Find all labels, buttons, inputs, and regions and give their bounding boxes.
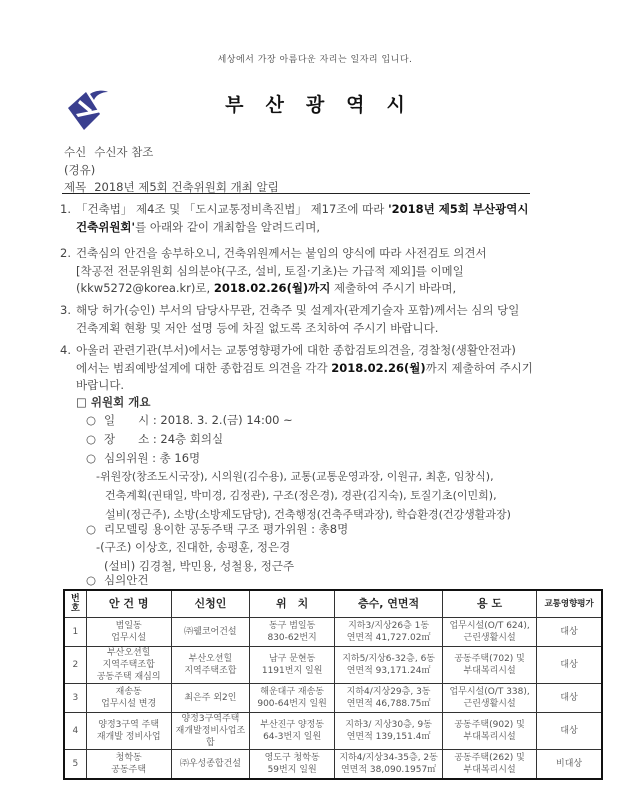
overview-date [86, 411, 293, 429]
cell-line: 양정3구역주택 [181, 714, 240, 724]
cell-line: 지하3/ 지상30층, 9동 [345, 720, 432, 730]
cell-line: 지역주택조합 [102, 660, 155, 670]
checkbox-square-icon: □ [76, 395, 87, 409]
cell-applicant [171, 713, 249, 750]
p1-text-2: 를 아래와 같이 개최함을 알려드리며, [135, 219, 320, 234]
cell-line: ㈜웰코어건설 [184, 627, 237, 637]
overview-members [86, 449, 200, 467]
subject-value: 2018년 제5회 건축위원회 개최 알림 [94, 180, 279, 194]
p1-bold: '2018년 제5회 부산광역시 [388, 202, 529, 216]
table-header-row [64, 590, 602, 618]
cell-line: 공동주택 재심의 [96, 672, 161, 682]
table-row [64, 618, 602, 647]
p3-line-2: 건축계획 현황 및 저안 설명 등에 차질 없도록 조치하여 주시기 바랍니다. [76, 320, 439, 335]
subject-divider [62, 193, 530, 194]
paragraph-number: 1. [60, 202, 71, 216]
cell-line: 지하4/지상34-35층, 2동 [339, 753, 438, 763]
cell-line: 공동주택 [111, 765, 147, 775]
cell-line: 지하3/지상26층 1동 [348, 621, 430, 631]
remodel-line-2: (설비) 김경철, 박민용, 성철용, 정근주 [104, 559, 295, 573]
cell-line: 연면적 41,727.02㎡ [346, 633, 431, 643]
cell-location [250, 684, 335, 713]
cell-name [86, 684, 171, 713]
cell-name [86, 618, 171, 647]
circle-bullet-icon: ○ [86, 451, 97, 465]
p2-line-1: 건축심의 안건을 송부하오니, 건축위원께서는 붙임의 양식에 따라 사전검토 의견서 [76, 246, 487, 260]
cell-line: 업무시설 [111, 633, 147, 643]
p3-line-1: 해당 허가(승인) 부서의 담당사무관, 건축주 및 설계자(관계기술자 포함)께서는 심의 당일 [76, 303, 520, 317]
cell-line: 830-62번지 [267, 633, 317, 643]
overview-heading [76, 393, 150, 411]
cell-line: 1191번지 일원 [261, 666, 323, 676]
agenda-table [63, 589, 603, 780]
p2-line-2: [착공전 전문위원회 심의분야(구조, 설비, 토질·기초)는 가급적 제외]를 이메일 [76, 263, 464, 278]
overview-place [86, 430, 223, 448]
circle-bullet-icon: ○ [86, 413, 97, 427]
members-line-1: -위원장(창조도시국장), 시의원(김수용), 교통(교통운영과장, 이원규, 최훈, 임창식), [96, 470, 494, 483]
cell-applicant [171, 647, 249, 684]
p4-line-2-end: 까지 제출하여 주시기 [425, 360, 533, 375]
cell-line: 동구 범일동 [268, 621, 316, 631]
cell-use [443, 618, 537, 647]
via-line: (경유) [64, 163, 96, 177]
cell-line: ㈜우성종합건설 [179, 759, 241, 769]
cell-no: 4 [64, 713, 86, 750]
cell-traffic: 비대상 [537, 750, 602, 780]
paragraph-2 [60, 245, 580, 298]
table-row [64, 750, 602, 780]
p1-bold-2: 건축위원회' [76, 219, 136, 234]
cell-line: 업무시설(O/T 338), [449, 687, 530, 697]
cell-name [86, 750, 171, 780]
cell-line: 64-3번지 일원 [263, 732, 322, 742]
remodel-line-1: -(구조) 이상호, 진대한, 송평훈, 정은경 [96, 540, 291, 554]
cell-line: 근린생활시설 [463, 633, 516, 643]
cell-use [443, 684, 537, 713]
date-value: : 2018. 3. 2.(금) 14:00 ~ [152, 413, 293, 427]
cell-line: 영도구 청학동 [264, 753, 320, 763]
place-value: : 24층 회의실 [152, 432, 224, 446]
members-line-2: 건축계획(권태일, 박미경, 김정관), 구조(정은경), 경관(김지숙), 토질기초(이민희), [105, 489, 497, 502]
cell-traffic: 대상 [537, 647, 602, 684]
cell-use [443, 750, 537, 780]
p4-line-1: 아울러 관련기관(부서)에서는 교통영향평가에 대한 종합검토의견을, 경찰청(생활안전과) [76, 343, 516, 357]
cell-location [250, 647, 335, 684]
table-row [64, 647, 602, 684]
cell-line: 900-64번지 일원 [257, 699, 327, 709]
cell-line: 양정3구역 주택 [98, 720, 160, 730]
cell-floors [335, 713, 443, 750]
cell-line: 업무시설 변경 [101, 699, 157, 709]
p4-deadline: 2018.02.26(월) [331, 360, 426, 375]
cell-no: 5 [64, 750, 86, 780]
circle-bullet-icon: ○ [86, 522, 97, 536]
cell-line: 공동주택(262) 및 [454, 753, 525, 763]
cell-traffic: 대상 [537, 618, 602, 647]
overview-remodel [86, 520, 348, 538]
cell-line: 최은주 외2인 [184, 693, 237, 703]
cell-use [443, 713, 537, 750]
cell-no: 1 [64, 618, 86, 647]
p2-email[interactable]: (kkw5272@korea.kr)로, [76, 281, 214, 295]
cell-line: 연면적 139,151.4㎡ [346, 732, 431, 742]
cell-traffic: 대상 [537, 713, 602, 750]
cell-line: 재송동 [115, 687, 142, 697]
cell-line: 범일동 [115, 621, 142, 631]
paragraph-4 [60, 342, 580, 395]
members-list [96, 467, 511, 524]
agenda-label: 심의안건 [104, 573, 149, 587]
remodel-list [96, 538, 294, 576]
circle-bullet-icon: ○ [86, 573, 97, 587]
recipient-value: 수신자 참조 [94, 145, 154, 159]
cell-line: 공동주택(702) 및 [454, 654, 525, 664]
table-row [64, 684, 602, 713]
cell-line: 59번지 일원 [267, 765, 317, 775]
cell-traffic: 대상 [537, 684, 602, 713]
cell-line: 부산오션힐 [106, 648, 151, 658]
cell-line: 연면적 38,090.1957㎡ [340, 765, 437, 775]
cell-location [250, 713, 335, 750]
cell-line: 재개발 정비사업 [96, 732, 161, 742]
cell-floors [335, 750, 443, 780]
cell-line: 재개발정비사업조합 [175, 726, 246, 748]
col-floors-area: 층수, 연면적 [335, 590, 443, 618]
cell-floors [335, 684, 443, 713]
cell-line: 지역주택조합 [184, 666, 237, 676]
cell-line: 청학동 [115, 753, 142, 763]
cell-line: 근린생활시설 [463, 699, 516, 709]
cell-floors [335, 647, 443, 684]
cell-line: 지하4/지상29층, 3동 [346, 687, 431, 697]
col-name: 안 건 명 [86, 590, 171, 618]
cell-line: 연면적 46,788.75㎡ [346, 699, 431, 709]
cell-line: 지하5/지상6-32층, 6동 [342, 654, 435, 664]
overview-agenda [86, 574, 148, 586]
p2-line-3: 제출하여 주시기 바라며, [330, 281, 457, 295]
p4-line-2: 에서는 범죄예방설계에 대한 종합검토 의견을 각각 [76, 360, 332, 375]
cell-name [86, 713, 171, 750]
cell-line: 업무시설(O/T 624), [449, 621, 530, 631]
cell-line: 부산오션힐 [188, 654, 233, 664]
col-traffic: 교통영향평가 [537, 590, 602, 618]
members-value: : 총 16명 [152, 451, 201, 465]
col-location: 위 치 [250, 590, 335, 618]
cell-no: 2 [64, 647, 86, 684]
paragraph-3 [60, 302, 580, 337]
cell-applicant [171, 684, 249, 713]
paragraph-number: 4. [60, 343, 71, 357]
members-label: 심의위원 [104, 451, 149, 465]
date-label: 일 시 [104, 413, 150, 427]
circle-bullet-icon: ○ [86, 432, 97, 446]
cell-line: 해운대구 재송동 [260, 687, 324, 697]
cell-location [250, 618, 335, 647]
subject-label: 제목 [64, 180, 87, 194]
cell-line: 부대복리시설 [463, 765, 516, 775]
table-row [64, 713, 602, 750]
p1-text: 「건축법」 제4조 및 「도시교통정비촉진법」 제17조에 따라 [76, 202, 389, 216]
recipient-line [64, 144, 153, 160]
place-label: 장 소 [104, 432, 150, 446]
cell-name [86, 647, 171, 684]
cell-line: 연면적 93,171.24㎡ [346, 666, 431, 676]
cell-line: 부대복리시설 [463, 732, 516, 742]
cell-line: 공동주택(902) 및 [454, 720, 525, 730]
members-line-3: 설비(정근주), 소방(소방제도담당), 건축행정(건축주택과장), 학습환경(건강생활과장) [105, 508, 511, 521]
p4-line-3: 바랍니다. [76, 378, 125, 392]
cell-applicant [171, 750, 249, 780]
paragraph-number: 3. [60, 303, 71, 317]
recipient-label: 수신 [64, 145, 87, 159]
col-applicant: 신청인 [171, 590, 249, 618]
cell-line: 부대복리시설 [463, 666, 516, 676]
cell-applicant [171, 618, 249, 647]
col-use: 용 도 [443, 590, 537, 618]
cell-use [443, 647, 537, 684]
overview-title: 위원회 개요 [90, 395, 151, 409]
cell-floors [335, 618, 443, 647]
cell-line: 부산진구 양정동 [260, 720, 324, 730]
p2-deadline: 2018.02.26(월)까지 [213, 281, 331, 295]
organization-title: 부산광역시 [225, 94, 427, 116]
remodel-label: 리모델링 용이한 공동주택 구조 평가위원 : 총8명 [104, 522, 349, 536]
slogan: 세상에서 가장 아름다운 자리는 일자리 입니다. [217, 55, 413, 65]
cell-location [250, 750, 335, 780]
cell-line: 남구 문현동 [268, 654, 316, 664]
cell-no: 3 [64, 684, 86, 713]
paragraph-1 [60, 201, 580, 236]
col-number: 번호 [64, 590, 86, 618]
paragraph-number: 2. [60, 246, 71, 260]
